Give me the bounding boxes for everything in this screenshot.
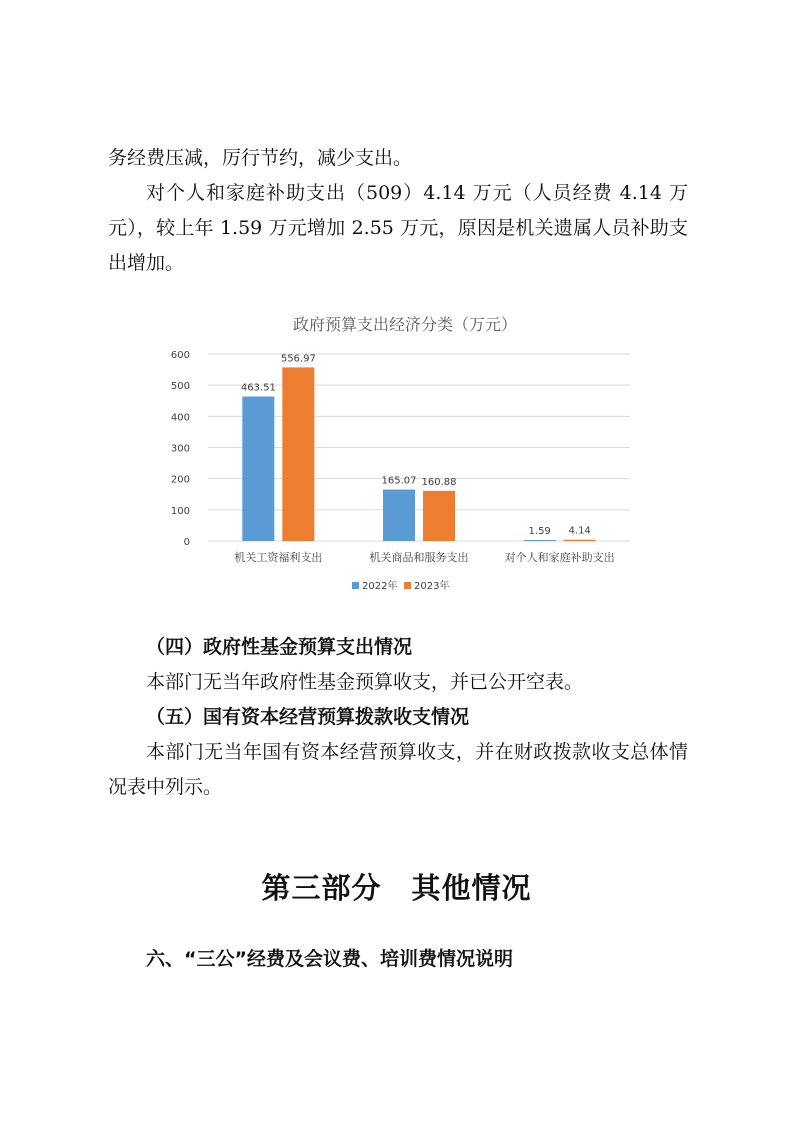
section-4-text: 本部门无当年政府性基金预算收支，并已公开空表。 (146, 671, 584, 693)
y-tick-label: 600 (170, 350, 190, 361)
y-tick-label: 500 (170, 381, 190, 393)
section-5-heading: （五）国有资本经营预算拨款收支情况 (146, 706, 470, 728)
chart-container (160, 300, 650, 610)
legend-swatch (404, 582, 411, 589)
data-label: 556.97 (280, 353, 316, 365)
category-label: 对个人和家庭补助支出 (504, 551, 615, 564)
y-tick-label: 200 (170, 474, 190, 486)
data-label: 160.88 (421, 476, 457, 488)
part-3-title: 第三部分 其他情况 (261, 871, 532, 905)
y-tick-label: 100 (170, 505, 190, 517)
bar-2022 (383, 490, 415, 541)
legend-label: 2022年 (362, 581, 398, 592)
data-label: 1.59 (528, 526, 551, 537)
bar-2023 (282, 367, 314, 541)
legend-label: 2023年 (414, 581, 450, 592)
y-tick-label: 400 (170, 412, 190, 424)
bar-2022 (242, 397, 274, 541)
y-tick-label: 0 (183, 537, 190, 548)
paragraph-family-subsidy: 对个人和家庭补助支出（509）4.14 万元（人员经费 4.14 万元），较上年 1.59 万元增加 2.55 万元，原因是机关遗属人员补助支出增加。 (108, 182, 688, 274)
data-label: 463.51 (240, 382, 276, 394)
y-tick-label: 300 (170, 443, 190, 455)
bar-chart (160, 300, 650, 610)
category-label: 机关商品和服务支出 (369, 551, 469, 564)
data-label: 165.07 (381, 475, 417, 487)
legend-swatch (352, 582, 359, 589)
paragraph-continuation: 务经费压减，厉行节约，减少支出。 (108, 147, 413, 169)
bar-2022 (524, 540, 556, 541)
section-4-heading: （四）政府性基金预算支出情况 (146, 636, 413, 658)
section-5-text: 本部门无当年国有资本经营预算收支，并在财政拨款收支总体情况表中列示。 (108, 741, 688, 798)
chart-title: 政府预算支出经济分类（万元） (292, 315, 518, 334)
bar-2023 (564, 540, 596, 541)
category-label: 机关工资福利支出 (234, 551, 323, 564)
section-6-heading: 六、“三公”经费及会议费、培训费情况说明 (146, 948, 513, 970)
bar-2023 (423, 491, 455, 541)
data-label: 4.14 (568, 525, 591, 537)
